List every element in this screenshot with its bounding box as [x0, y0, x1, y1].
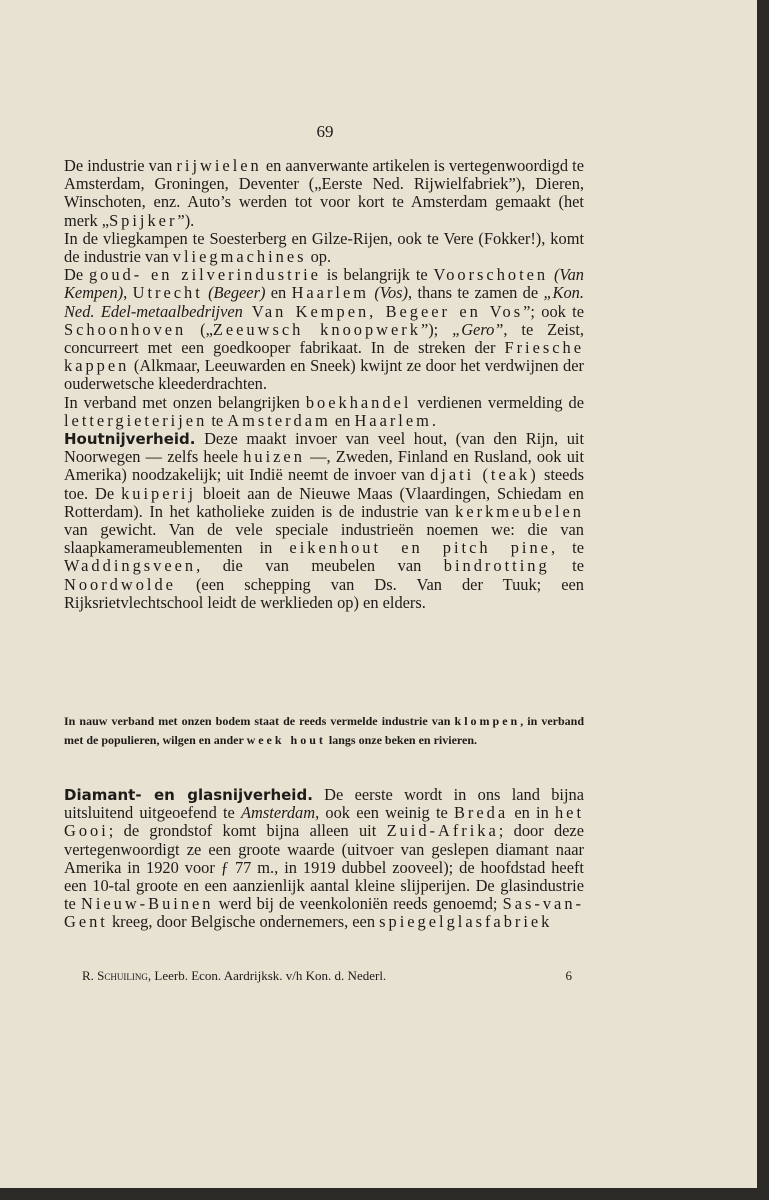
page-edge-bottom	[0, 1188, 769, 1200]
section-heading-wood: Houtnijverheid.	[64, 430, 196, 449]
section-heading-diamond: Diamant- en glasnijverheid.	[64, 786, 313, 804]
paragraph-aircraft: In de vliegkampen te Soesterberg en Gilze-Rijen, ook te Vere (Fokker!), komt de industrie van vliegmachines op.	[64, 228, 584, 267]
paragraph-book-trade: In verband met onzen belangrijken boekhandel verdienen vermelding de lettergieterijen te Amsterdam en Haarlem.	[64, 392, 584, 430]
paragraph-wood-industry: Houtnijverheid. Deze maakt invoer van veel hout, (van den Rijn, uit Noorwegen — zelfs heele huizen —, Zweden, Finland en Rusland, ook uit Amerika) noodzakelijk; uit Indië neemt de invoer van djati (teak) steeds toe. De kuiperij bloeit aan de Nieuwe Maas (Vlaardingen, Schiedam en Rotterdam). In het katholieke zuiden is de industrie van kerkmeubelen van gewicht. Van de vele speciale industrieën noemen we: die van slaapkamerameublementen in eikenhout en pitch pine, te Waddingsveen, die van meubelen van bindrotting te Noordwolde (een schepping van Ds. Van der Tuuk; een Rijksrietvlechtschool leidt de werklieden op) en elders.	[64, 429, 585, 612]
small-print-note: In nauw verband met onzen bodem staat de reeds vermelde industrie van klompen, in verband met de populieren, wilgen en ander week hout langs onze beken en rivieren.	[64, 714, 585, 747]
page-edge-right	[757, 0, 769, 1200]
paragraph-gold-silver: De goud- en zilverindustrie is belangrijk te Voorschoten (Van Kempen), Utrecht (Begeer) en Haarlem (Vos), thans te zamen de „Kon. Ned. Edel-metaalbedrijven Van Kempen, Begeer en Vos”; ook te Schoonhoven („Zeeuwsch knoopwerk”); „Gero”, te Zeist, concurreert met een goedkooper fabrikaat. In de streken der Friesche kappen (Alkmaar, Leeuwarden en Sneek) kwijnt ze door het verdwijnen der ouderwetsche kleederdrachten.	[64, 265, 584, 394]
signature-mark: 6	[565, 968, 572, 983]
page-footer	[82, 968, 572, 984]
main-text	[64, 157, 584, 612]
page-number: 69	[316, 122, 334, 141]
main-text-lower	[64, 786, 584, 932]
paragraph-diamond-glass: Diamant- en glasnijverheid. De eerste wordt in ons land bijna uitsluitend uitgeoefend te Amsterdam, ook een weinig te Breda en in het Gooi; de grondstof komt bijna alleen uit Zuid-Afrika; door deze vertegenwoordigt ze een groote waarde (uitvoer van geslepen diamant naar Amerika in 1920 voor ƒ 77 m., in 1919 dubbel zooveel); de hoofdstad heeft een 10-tal groote en een aanzienlijk aantal kleine slijperijen. De glasindustrie te Nieuw-Buinen werd bij de veenkoloniën reeds genoemd; Sas-van-Gent kreeg, door Belgische ondernemers, een spiegelglasfabriek	[64, 785, 585, 932]
footer-citation: R. Schuiling, Leerb. Econ. Aardrijksk. v/h Kon. d. Nederl.	[82, 968, 387, 983]
paragraph-bicycles: De industrie van rijwielen en aanverwante artikelen is vertegenwoordigd te Amsterdam, Groningen, Deventer („Eerste Ned. Rijwielfabriek”), Dieren, Winschoten, enz. Auto’s werden tot voor kort te Amsterdam gemaakt (het merk „Spijker”).	[64, 156, 584, 230]
